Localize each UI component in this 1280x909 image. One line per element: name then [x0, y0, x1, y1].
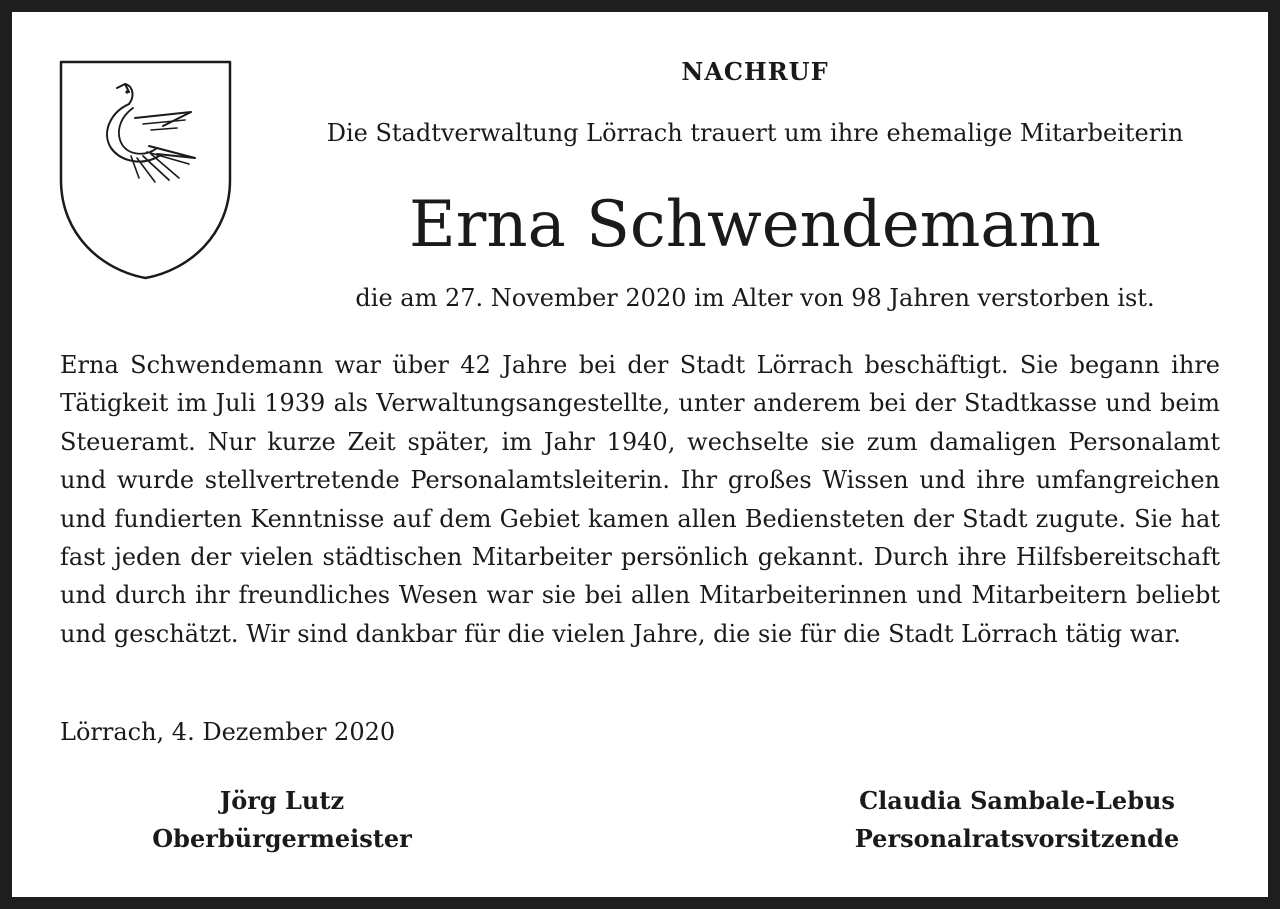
signature-left: [122, 782, 442, 858]
signatory-name: Jörg Lutz: [219, 786, 345, 815]
signatory-title: Oberbürgermeister: [152, 824, 412, 853]
obituary-body: Erna Schwendemann war über 42 Jahre bei der Stadt Lörrach beschäftigt. Sie begann ihre Tätigkeit im Juli 1939 als Verwaltungsangestellte, unter anderem bei der Stadtkasse und beim Steueramt. Nur kurze Zeit später, im Jahr 1940, wechselte sie zum damaligen Personalamt und wurde stellvertretende Personalamtsleiterin. Ihr großes Wissen und ihre umfangreichen und fundierten Kenntnisse auf dem Gebiet kamen allen Bediensteten der Stadt zugute. Sie hat fast jeden der vielen städtischen Mitarbeiter persönlich gekannt. Durch ihre Hilfsbereitschaft und durch ihr freundliches Wesen war sie bei allen Mitarbeiterinnen und Mitarbeitern beliebt und geschätzt. Wir sind dankbar für die vielen Jahre, die sie für die Stadt Lörrach tätig war.: [60, 351, 1220, 648]
signatory-title: Personalratsvorsitzende: [854, 824, 1180, 853]
notice-subtitle: Die Stadtverwaltung Lörrach trauert um ihre ehemalige Mitarbeiterin: [326, 119, 1184, 147]
place-and-date: Lörrach, 4. Dezember 2020: [60, 718, 396, 746]
notice-heading: NACHRUF: [681, 57, 829, 86]
signatory-name: Claudia Sambale-Lebus: [859, 786, 1175, 815]
deceased-name: Erna Schwendemann: [409, 188, 1101, 262]
signature-right: [827, 782, 1207, 858]
coat-of-arms-icon: [59, 60, 232, 280]
obituary-notice: [12, 12, 1268, 897]
death-date-line: die am 27. November 2020 im Alter von 98 Jahren verstorben ist.: [355, 284, 1155, 312]
